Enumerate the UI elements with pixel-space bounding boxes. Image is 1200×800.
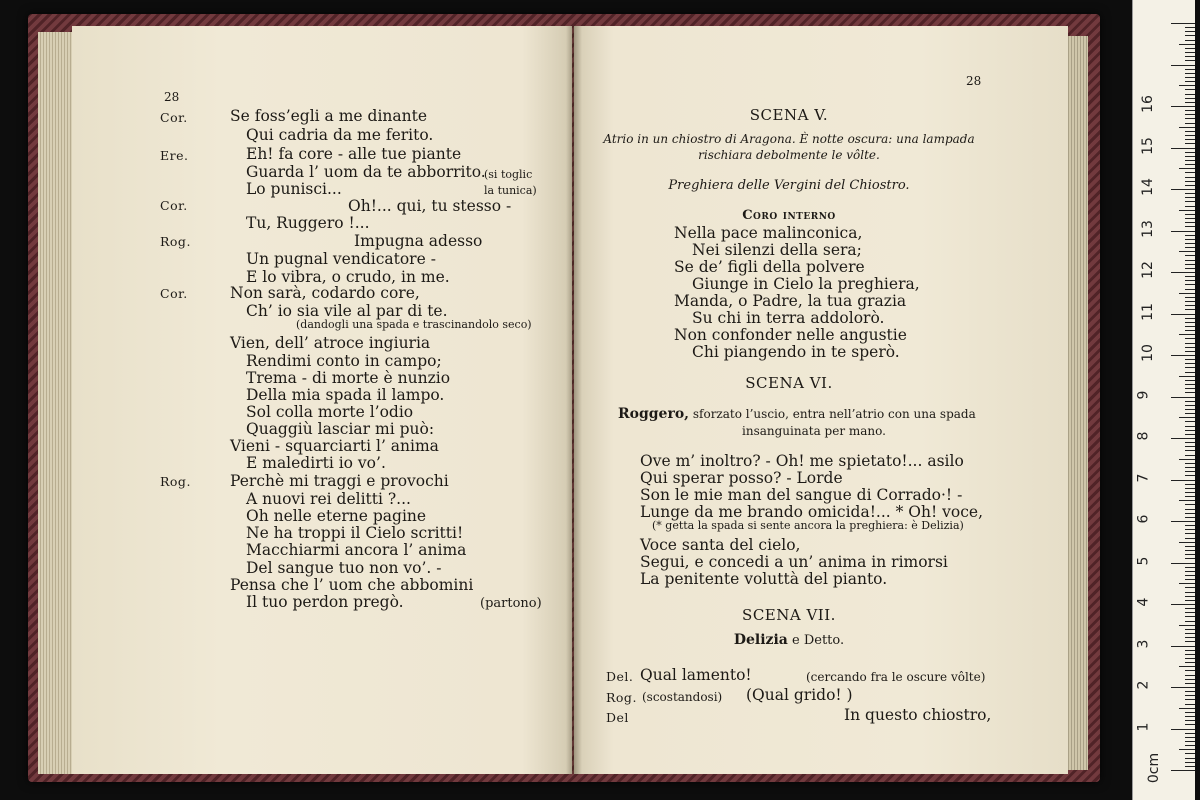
speaker-label: Rog. bbox=[160, 474, 191, 489]
speaker-label: Cor. bbox=[160, 110, 188, 125]
verse-line: Chi piangendo in te sperò. bbox=[692, 343, 900, 361]
ruler-tick bbox=[1185, 185, 1195, 186]
speaker-rog: Rog. bbox=[606, 690, 637, 705]
ruler-tick bbox=[1185, 330, 1195, 331]
ruler-tick bbox=[1185, 264, 1195, 265]
ruler-tick bbox=[1179, 293, 1195, 294]
verse-line: Eh! fa core - alle tue piante bbox=[246, 145, 462, 163]
ruler-tick bbox=[1171, 189, 1195, 190]
verse-line: Della mia spada il lampo. bbox=[246, 386, 445, 404]
measuring-ruler bbox=[1132, 0, 1195, 800]
ruler-label: 0cm bbox=[1146, 752, 1163, 784]
ruler-tick bbox=[1185, 372, 1195, 373]
ruler-tick bbox=[1185, 143, 1195, 144]
verse-line: A nuovi rei delitti ?... bbox=[246, 490, 411, 508]
ruler-tick bbox=[1185, 338, 1195, 339]
ruler-tick bbox=[1179, 459, 1195, 460]
verse-line: Non confonder nelle angustie bbox=[674, 326, 907, 344]
speaker-label: Cor. bbox=[160, 198, 188, 213]
ruler-tick bbox=[1179, 44, 1195, 45]
ruler-tick bbox=[1185, 741, 1195, 742]
verse-line: Segui, e concedi a un’ anima in rimorsi bbox=[640, 553, 948, 571]
ruler-tick bbox=[1185, 388, 1195, 389]
ruler-tick bbox=[1185, 691, 1195, 692]
ruler-tick bbox=[1185, 152, 1195, 153]
ruler-tick bbox=[1185, 529, 1195, 530]
ruler-tick bbox=[1185, 309, 1195, 310]
ruler-label: 11 bbox=[1139, 302, 1156, 321]
ruler-tick bbox=[1185, 675, 1195, 676]
scena-7-heading bbox=[574, 632, 1004, 648]
ruler-tick bbox=[1185, 455, 1195, 456]
verse-line: Il tuo perdon pregò. bbox=[246, 593, 404, 611]
ruler-tick bbox=[1185, 118, 1195, 119]
ruler-tick bbox=[1185, 343, 1195, 344]
verse-line: Lunge da me brando omicida!... * Oh! voce, bbox=[640, 503, 984, 521]
ruler-tick bbox=[1171, 23, 1195, 24]
ruler-tick bbox=[1185, 392, 1195, 393]
ruler-tick bbox=[1185, 737, 1195, 738]
left-page bbox=[72, 26, 572, 774]
ruler-tick bbox=[1171, 687, 1195, 688]
ruler-tick bbox=[1185, 430, 1195, 431]
scena-5-title: SCENA V. bbox=[749, 106, 829, 124]
verse-line: La penitente voluttà del pianto. bbox=[640, 570, 888, 588]
ruler-tick bbox=[1185, 235, 1195, 236]
ruler-tick bbox=[1171, 604, 1195, 605]
speaker-del-2: Del bbox=[606, 710, 629, 725]
ruler-tick bbox=[1185, 94, 1195, 95]
verse-line: Un pugnal vendicatore - bbox=[246, 250, 436, 268]
ruler-tick bbox=[1185, 699, 1195, 700]
verse-line: Su chi in terra addolorò. bbox=[692, 309, 885, 327]
verse-line: Perchè mi traggi e provochi bbox=[230, 472, 449, 490]
roggero-name: Roggero, bbox=[618, 406, 690, 422]
ruler-label: 8 bbox=[1135, 431, 1152, 441]
ruler-tick bbox=[1185, 380, 1195, 381]
verse-line: Impugna adesso bbox=[354, 232, 483, 250]
ruler-tick bbox=[1185, 592, 1195, 593]
ruler-tick bbox=[1185, 384, 1195, 385]
ruler-tick bbox=[1179, 376, 1195, 377]
ruler-tick bbox=[1185, 347, 1195, 348]
ruler-tick bbox=[1185, 89, 1195, 90]
ruler-tick bbox=[1185, 733, 1195, 734]
ruler-tick bbox=[1185, 654, 1195, 655]
ruler-tick bbox=[1185, 450, 1195, 451]
right-page bbox=[574, 26, 1068, 774]
ruler-tick bbox=[1185, 446, 1195, 447]
ruler-tick bbox=[1185, 276, 1195, 277]
ruler-tick bbox=[1185, 670, 1195, 671]
ruler-tick bbox=[1185, 554, 1195, 555]
ruler-tick bbox=[1179, 749, 1195, 750]
ruler-tick bbox=[1179, 625, 1195, 626]
stage-direction: la tunica) bbox=[484, 184, 537, 197]
ruler-tick bbox=[1179, 127, 1195, 128]
ruler-tick bbox=[1171, 231, 1195, 232]
verse-line: Qui cadria da me ferito. bbox=[246, 126, 434, 144]
ruler-label: 12 bbox=[1139, 261, 1156, 279]
verse-line: Oh!... qui, tu stesso - bbox=[348, 197, 512, 215]
page-number-left: 28 bbox=[164, 90, 180, 104]
line-in-questo-chiostro: In questo chiostro, bbox=[844, 706, 992, 724]
verse-line: Guarda l’ uom da te abborrito. bbox=[246, 163, 486, 181]
ruler-tick bbox=[1185, 177, 1195, 178]
ruler-tick bbox=[1185, 322, 1195, 323]
verse-line: Sol colla morte l’odio bbox=[246, 403, 414, 421]
ruler-tick bbox=[1185, 401, 1195, 402]
ruler-tick bbox=[1185, 413, 1195, 414]
verse-line: Lo punisci... bbox=[246, 180, 342, 198]
ruler-tick bbox=[1185, 467, 1195, 468]
stage-direction: (si toglic bbox=[484, 168, 533, 181]
ruler-label: 1 bbox=[1135, 722, 1152, 731]
ruler-tick bbox=[1185, 426, 1195, 427]
ruler-tick bbox=[1185, 504, 1195, 505]
ruler-tick bbox=[1185, 222, 1195, 223]
speaker-label: Ere. bbox=[160, 148, 189, 163]
ruler-tick bbox=[1185, 650, 1195, 651]
line-qual-grido: (Qual grido! ) bbox=[746, 686, 853, 704]
speaker-label: Rog. bbox=[160, 234, 191, 249]
verse-line: Giunge in Cielo la preghiera, bbox=[692, 275, 920, 293]
ruler-tick bbox=[1185, 289, 1195, 290]
ruler-tick bbox=[1185, 496, 1195, 497]
ruler-tick bbox=[1179, 85, 1195, 86]
ruler-label: 7 bbox=[1135, 473, 1152, 482]
ruler-tick bbox=[1185, 181, 1195, 182]
ruler-tick bbox=[1185, 197, 1195, 198]
ruler-tick bbox=[1185, 745, 1195, 746]
ruler-label: 3 bbox=[1135, 639, 1152, 648]
ruler-tick bbox=[1185, 558, 1195, 559]
verse-line: Qui sperar posso? - Lorde bbox=[640, 469, 843, 487]
ruler-tick bbox=[1185, 712, 1195, 713]
ruler-tick bbox=[1171, 480, 1195, 481]
ruler-tick bbox=[1171, 148, 1195, 149]
ruler-tick bbox=[1185, 762, 1195, 763]
ruler-tick bbox=[1185, 704, 1195, 705]
ruler-tick bbox=[1171, 438, 1195, 439]
ruler-label: 14 bbox=[1139, 178, 1156, 196]
verse-line: Nella pace malinconica, bbox=[674, 224, 863, 242]
ruler-tick bbox=[1185, 513, 1195, 514]
ruler-tick bbox=[1185, 600, 1195, 601]
ruler-tick bbox=[1185, 268, 1195, 269]
ruler-tick bbox=[1185, 637, 1195, 638]
verse-line: Oh nelle eterne pagine bbox=[246, 507, 427, 525]
ruler-tick bbox=[1185, 48, 1195, 49]
ruler-tick bbox=[1171, 563, 1195, 564]
ruler-tick bbox=[1185, 226, 1195, 227]
ruler-tick bbox=[1185, 758, 1195, 759]
ruler-tick bbox=[1185, 442, 1195, 443]
coro-heading: Coro interno bbox=[742, 208, 836, 223]
ruler-tick bbox=[1171, 729, 1195, 730]
ruler-tick bbox=[1171, 65, 1195, 66]
ruler-tick bbox=[1185, 546, 1195, 547]
ruler-tick bbox=[1185, 724, 1195, 725]
ruler-tick bbox=[1185, 525, 1195, 526]
ruler-tick bbox=[1185, 463, 1195, 464]
ruler-tick bbox=[1185, 139, 1195, 140]
ruler-tick bbox=[1179, 334, 1195, 335]
ruler-tick bbox=[1185, 575, 1195, 576]
scena-7-title: SCENA VII. bbox=[742, 606, 836, 624]
ruler-tick bbox=[1185, 492, 1195, 493]
ruler-tick bbox=[1185, 716, 1195, 717]
ruler-label: 9 bbox=[1135, 390, 1152, 399]
ruler-tick bbox=[1185, 172, 1195, 173]
ruler-tick bbox=[1185, 612, 1195, 613]
ruler-tick bbox=[1185, 679, 1195, 680]
ruler-tick bbox=[1185, 164, 1195, 165]
ruler-tick bbox=[1185, 720, 1195, 721]
ruler-tick bbox=[1185, 367, 1195, 368]
scena-6-stage-line-1 bbox=[618, 406, 976, 422]
ruler-tick bbox=[1185, 616, 1195, 617]
verse-line: Tu, Ruggero !... bbox=[246, 214, 370, 232]
ruler-tick bbox=[1179, 583, 1195, 584]
ruler-tick bbox=[1171, 397, 1195, 398]
scena-7-rest: e Detto. bbox=[792, 633, 845, 648]
ruler-tick bbox=[1185, 695, 1195, 696]
ruler-label: 6 bbox=[1135, 514, 1152, 524]
verse-line: Vien, dell’ atroce ingiuria bbox=[230, 334, 431, 352]
ruler-tick bbox=[1185, 633, 1195, 634]
ruler-tick bbox=[1185, 255, 1195, 256]
ruler-tick bbox=[1185, 405, 1195, 406]
verse-line: Trema - di morte è nunzio bbox=[246, 369, 451, 387]
ruler-label: 4 bbox=[1135, 597, 1152, 607]
verse-line: Quaggiù lasciar mi può: bbox=[246, 420, 435, 438]
verse-line: Se de’ figli della polvere bbox=[674, 258, 865, 276]
ruler-tick bbox=[1185, 69, 1195, 70]
verse-line: Vieni - squarciarti l’ anima bbox=[230, 437, 439, 455]
stage-direction-scostandosi: (scostandosi) bbox=[642, 690, 723, 704]
speaker-label: Cor. bbox=[160, 286, 188, 301]
ruler-tick bbox=[1185, 359, 1195, 360]
ruler-tick bbox=[1185, 579, 1195, 580]
ruler-tick bbox=[1185, 538, 1195, 539]
verse-line: Voce santa del cielo, bbox=[640, 536, 801, 554]
verse-line: Se foss’egli a me dinante bbox=[230, 107, 428, 125]
book-gutter bbox=[566, 26, 582, 774]
verse-line: Ne ha troppi il Cielo scritti! bbox=[246, 524, 464, 542]
ruler-tick bbox=[1185, 471, 1195, 472]
preghiera-heading: Preghiera delle Vergini del Chiostro. bbox=[668, 178, 910, 193]
ruler-tick bbox=[1179, 251, 1195, 252]
ruler-tick bbox=[1185, 206, 1195, 207]
ruler-tick bbox=[1179, 708, 1195, 709]
ruler-tick bbox=[1179, 417, 1195, 418]
scena-6-title: SCENA VI. bbox=[745, 374, 833, 392]
ruler-tick bbox=[1185, 81, 1195, 82]
ruler-tick bbox=[1185, 484, 1195, 485]
ruler-tick bbox=[1185, 52, 1195, 53]
ruler-tick bbox=[1185, 31, 1195, 32]
ruler-tick bbox=[1185, 102, 1195, 103]
ruler-tick bbox=[1185, 305, 1195, 306]
verse-line: Pensa che l’ uom che abbomini bbox=[230, 576, 474, 594]
ruler-tick bbox=[1185, 641, 1195, 642]
ruler-tick bbox=[1185, 662, 1195, 663]
scena-5-desc-line-1: Atrio in un chiostro di Aragona. È notte oscura: una lampada bbox=[603, 132, 975, 146]
ruler-tick bbox=[1185, 683, 1195, 684]
verse-line: Manda, o Padre, la tua grazia bbox=[674, 292, 907, 310]
ruler-tick bbox=[1185, 318, 1195, 319]
line-qual-lamento: Qual lamento! bbox=[640, 666, 752, 684]
ruler-tick bbox=[1185, 131, 1195, 132]
ruler-tick bbox=[1171, 646, 1195, 647]
ruler-tick bbox=[1185, 475, 1195, 476]
page-number-right: 28 bbox=[966, 74, 982, 88]
ruler-tick bbox=[1171, 521, 1195, 522]
ruler-tick bbox=[1179, 542, 1195, 543]
ruler-tick bbox=[1185, 135, 1195, 136]
speaker-del: Del. bbox=[606, 669, 634, 684]
verse-line: Del sangue tuo non vo’. - bbox=[246, 559, 442, 577]
ruler-tick bbox=[1171, 314, 1195, 315]
ruler-tick bbox=[1185, 56, 1195, 57]
ruler-tick bbox=[1185, 409, 1195, 410]
ruler-tick bbox=[1185, 280, 1195, 281]
stage-direction-getta: (* getta la spada si sente ancora la preghiera: è Delizia) bbox=[652, 519, 964, 532]
ruler-tick bbox=[1171, 770, 1195, 771]
ruler-label: 15 bbox=[1139, 136, 1156, 155]
ruler-tick bbox=[1179, 500, 1195, 501]
ruler-tick bbox=[1185, 326, 1195, 327]
ruler-tick bbox=[1179, 210, 1195, 211]
ruler-tick bbox=[1185, 297, 1195, 298]
stage-direction: (dandogli una spada e trascinandolo seco) bbox=[296, 318, 532, 331]
ruler-tick bbox=[1185, 110, 1195, 111]
ruler-tick bbox=[1185, 517, 1195, 518]
ruler-tick bbox=[1185, 40, 1195, 41]
ruler-tick bbox=[1185, 621, 1195, 622]
ruler-tick bbox=[1179, 168, 1195, 169]
verse-line: Non sarà, codardo core, bbox=[230, 284, 420, 302]
verse-line: E maledirti io vo’. bbox=[246, 454, 386, 472]
ruler-tick bbox=[1185, 363, 1195, 364]
ruler-tick bbox=[1185, 351, 1195, 352]
verse-line: Ch’ io sia vile al par di te. bbox=[246, 302, 448, 320]
ruler-tick bbox=[1185, 596, 1195, 597]
ruler-tick bbox=[1185, 214, 1195, 215]
stage-direction-cercando: (cercando fra le oscure vôlte) bbox=[806, 670, 986, 684]
ruler-tick bbox=[1185, 98, 1195, 99]
ruler-tick bbox=[1179, 666, 1195, 667]
ruler-tick bbox=[1185, 284, 1195, 285]
verse-line: Son le mie man del sangue di Corrado·! - bbox=[640, 486, 963, 504]
delizia-name: Delizia bbox=[733, 632, 788, 648]
scena-5-desc-line-2: rischiara debolmente le vôlte. bbox=[698, 148, 880, 162]
ruler-tick bbox=[1185, 35, 1195, 36]
ruler-tick bbox=[1185, 73, 1195, 74]
ruler-tick bbox=[1185, 243, 1195, 244]
ruler-tick bbox=[1185, 247, 1195, 248]
ruler-tick bbox=[1185, 156, 1195, 157]
ruler-tick bbox=[1185, 608, 1195, 609]
ruler-label: 13 bbox=[1139, 219, 1156, 238]
ruler-tick bbox=[1185, 509, 1195, 510]
ruler-tick bbox=[1185, 114, 1195, 115]
ruler-tick bbox=[1185, 160, 1195, 161]
ruler-tick bbox=[1185, 27, 1195, 28]
ruler-tick bbox=[1185, 629, 1195, 630]
ruler-tick bbox=[1185, 201, 1195, 202]
ruler-tick bbox=[1185, 533, 1195, 534]
ruler-tick bbox=[1185, 123, 1195, 124]
stage-direction: (partono) bbox=[480, 596, 542, 611]
ruler-tick bbox=[1185, 77, 1195, 78]
ruler-tick bbox=[1185, 753, 1195, 754]
ruler-label: 16 bbox=[1139, 95, 1156, 113]
ruler-tick bbox=[1171, 272, 1195, 273]
ruler-tick bbox=[1185, 658, 1195, 659]
ruler-tick bbox=[1171, 106, 1195, 107]
scena-6-desc-1: sforzato l’uscio, entra nell’atrio con una spada bbox=[692, 407, 976, 421]
verse-line: Rendimi conto in campo; bbox=[246, 352, 442, 370]
ruler-tick bbox=[1185, 239, 1195, 240]
ruler-tick bbox=[1185, 587, 1195, 588]
ruler-label: 5 bbox=[1135, 556, 1152, 565]
ruler-tick bbox=[1185, 567, 1195, 568]
ruler-tick bbox=[1185, 193, 1195, 194]
verse-line: Nei silenzi della sera; bbox=[692, 241, 862, 259]
ruler-tick bbox=[1171, 355, 1195, 356]
ruler-tick bbox=[1185, 571, 1195, 572]
ruler-tick bbox=[1185, 260, 1195, 261]
ruler-tick bbox=[1185, 550, 1195, 551]
verse-line: E lo vibra, o crudo, in me. bbox=[246, 268, 450, 286]
ruler-tick bbox=[1185, 434, 1195, 435]
ruler-tick bbox=[1185, 60, 1195, 61]
ruler-tick bbox=[1185, 488, 1195, 489]
ruler-label: 10 bbox=[1139, 344, 1156, 362]
scena-6-desc-line-2: insanguinata per mano. bbox=[742, 424, 886, 438]
ruler-tick bbox=[1185, 766, 1195, 767]
ruler-label: 2 bbox=[1135, 680, 1152, 690]
verse-line: Macchiarmi ancora l’ anima bbox=[246, 541, 467, 559]
ruler-tick bbox=[1185, 421, 1195, 422]
ruler-tick bbox=[1185, 218, 1195, 219]
ruler-tick bbox=[1185, 301, 1195, 302]
verse-line: Ove m’ inoltro? - Oh! me spietato!... asilo bbox=[640, 452, 964, 470]
